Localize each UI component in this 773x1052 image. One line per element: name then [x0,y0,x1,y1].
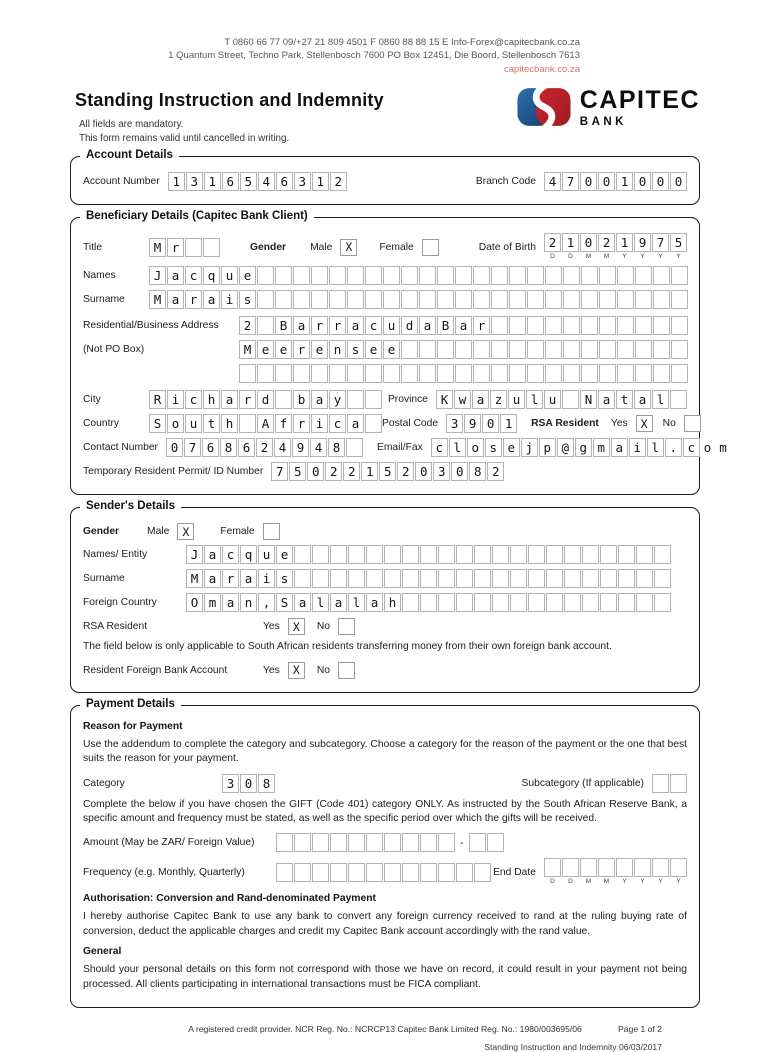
header-address-line: 1 Quantum Street, Techno Park, Stellenbosch 7600 PO Box 12451, Die Boord, Stellenbosch 7613 [168,50,580,62]
sender-rsa-resident-label: RSA Resident [83,621,148,633]
sender-male-checkbox[interactable]: X [177,523,194,540]
beneficiary-dob-boxes[interactable]: 2 1 0 2 1 9 7 5 [544,233,687,252]
beneficiary-names-boxes[interactable]: J a c q u e [149,266,688,285]
reason-for-payment-heading: Reason for Payment [83,720,183,732]
subcategory-boxes[interactable] [652,774,687,793]
sender-names-boxes[interactable]: J a c q u e [186,545,671,564]
beneficiary-details-section [70,210,735,495]
beneficiary-title-label: Title [83,241,103,253]
validity-note: This form remains valid until cancelled in writing. [79,133,290,145]
sender-rsa-no-label: No [316,621,330,633]
beneficiary-female-label: Female [379,241,414,253]
sender-female-checkbox[interactable] [263,523,280,540]
amount-cents-boxes[interactable] [469,833,504,852]
beneficiary-male-checkbox[interactable]: X [340,239,357,256]
beneficiary-surname-label: Surname [83,294,125,306]
sender-surname-label: Surname [83,573,125,585]
sender-names-label: Names/ Entity [83,549,148,561]
sender-details-section [70,500,700,692]
end-date-boxes[interactable] [544,858,687,877]
header-contact-line: T 0860 66 77 09/+27 21 809 4501 F 0860 88 88 15 E Info-Forex@capitecbank.co.za [224,37,580,48]
footer-doc-version: Standing Instruction and Indemnity 06/03/2017 [484,1041,662,1052]
beneficiary-rsa-yes-checkbox[interactable]: X [636,415,653,432]
frequency-label: Frequency (e.g. Monthly, Quarterly) [83,866,245,878]
beneficiary-dob-label: Date of Birth [478,241,536,253]
page-title: Standing Instruction and Indemnity [75,89,384,110]
account-number-boxes[interactable]: 1 3 1 6 5 4 6 3 1 2 [168,172,347,191]
beneficiary-city-boxes[interactable]: R i c h a r d b a y [149,390,382,409]
reason-for-payment-text: Use the addendum to complete the category and subcategory. Choose a category for the reason of the payment or the one that best suits the reason for your payment. [83,738,687,765]
beneficiary-address2-boxes[interactable]: M e e r e n s e e [239,340,688,359]
beneficiary-country-boxes[interactable]: S o u t h A f r i c a [149,414,382,433]
brand-name: CAPITEC [579,85,700,114]
beneficiary-postal-boxes[interactable]: 3 9 0 1 [446,414,517,433]
sender-foreign-country-label: Foreign Country [83,597,157,609]
footer-page-number: Page 1 of 2 [618,1023,662,1034]
beneficiary-permit-boxes[interactable]: 7 5 0 2 2 1 5 2 0 3 0 8 2 [271,462,504,481]
beneficiary-details-legend: Beneficiary Details (Capitec Bank Client) [80,210,314,222]
frequency-boxes[interactable] [276,863,491,882]
category-label: Category [83,777,125,789]
header-website-link[interactable]: capitecbank.co.za [503,63,580,75]
sender-details-legend: Sender's Details [80,500,181,512]
category-boxes[interactable]: 3 0 8 [222,774,275,793]
capitec-logo [517,86,700,128]
beneficiary-province-boxes[interactable]: K w a z u l u N a t a l [436,390,687,409]
account-details-legend: Account Details [80,149,179,161]
sender-rsa-no-checkbox[interactable] [338,618,355,635]
brand-sub: BANK [579,115,627,128]
beneficiary-country-label: Country [83,418,120,430]
footer-registration-text: A registered credit provider. NCR Reg. No.: NCRCP13 Capitec Bank Limited Reg. No.: 1980/003695/06 [188,1023,582,1034]
account-number-label: Account Number [83,176,160,188]
beneficiary-gender-label: Gender [250,241,287,253]
beneficiary-address-label2: (Not PO Box) [83,344,145,356]
gift-instruction-text: Complete the below if you have chosen the GIFT (Code 401) category ONLY. As instructed by the South African Reserve Bank, a specific amount and frequency must be stated, as well as the specific period over which the gifts will be received. [83,798,687,824]
beneficiary-city-label: City [83,394,101,406]
branch-code-boxes[interactable]: 4 7 0 0 1 0 0 0 [544,172,687,191]
mandatory-note: All fields are mandatory. [79,118,184,130]
payment-details-section [70,697,700,1008]
capitec-logo-icon [517,86,571,128]
amount-separator: - [460,836,464,849]
amount-boxes[interactable] [276,833,455,852]
sender-foreign-country-boxes[interactable]: O m a n , S a l a l a h [186,593,671,612]
authorisation-text: I hereby authorise Capitec Bank to use any bank to convert any foreign currency received to rand at the ruling buying rate of conversion, deduct the applicable charges and credit my Capitec Bank account accordingly with the rand value. [83,911,687,937]
beneficiary-rsa-no-checkbox[interactable] [684,415,701,432]
beneficiary-surname-boxes[interactable]: M a r a i s [149,290,688,309]
header-contact-block [0,0,773,76]
sender-male-label: Male [147,526,170,538]
beneficiary-email-overflow: om [703,440,735,456]
end-date-label: End Date [493,866,536,878]
beneficiary-rsa-yes-label: Yes [610,418,628,430]
beneficiary-contact-label: Contact Number [83,442,158,454]
sender-rsa-yes-checkbox[interactable]: X [288,618,305,635]
sender-foreign-yes-checkbox[interactable]: X [288,662,305,679]
beneficiary-female-checkbox[interactable] [422,239,439,256]
sender-rsa-yes-label: Yes [263,621,280,633]
sender-note: The field below is only applicable to South African residents transferring money from their own foreign bank account. [83,641,612,653]
sender-foreign-yes-label: Yes [263,664,280,676]
beneficiary-title-boxes[interactable]: M r [149,238,220,257]
footer [70,1024,700,1052]
beneficiary-postal-label: Postal Code [382,418,439,430]
beneficiary-address-label: Residential/Business Address [83,320,219,332]
beneficiary-rsa-resident-label: RSA Resident [531,418,599,430]
beneficiary-names-label: Names [83,270,116,282]
beneficiary-dob-units: D D M M Y Y Y Y [550,253,681,261]
branch-code-label: Branch Code [475,176,536,188]
sender-foreign-no-checkbox[interactable] [338,662,355,679]
general-text: Should your personal details on this form not correspond with those we have on record, it could result in your payment not being processed. All clients participating in international transactions must be FICA compliant. [83,964,687,990]
sender-female-label: Female [220,526,255,538]
beneficiary-address1-boxes[interactable]: 2 B a r r a c u d a B a r [239,316,688,335]
beneficiary-permit-label: Temporary Resident Permit/ ID Number [83,466,264,478]
beneficiary-province-label: Province [387,394,428,406]
sender-surname-boxes[interactable]: M a r a i s [186,569,671,588]
end-date-units: D D M M Y Y Y Y [550,878,681,886]
beneficiary-email-boxes[interactable]: c l o s e j p @ g m a i l . c [431,438,700,457]
sender-gender-label: Gender [83,526,120,538]
account-details-section [70,149,700,205]
subcategory-label: Subcategory (If applicable) [521,777,644,789]
sender-foreign-account-label: Resident Foreign Bank Account [83,664,228,676]
amount-label: Amount (May be ZAR/ Foreign Value) [83,837,255,849]
sender-foreign-no-label: No [316,664,330,676]
beneficiary-address3-boxes[interactable] [239,364,688,383]
beneficiary-rsa-no-label: No [662,418,676,430]
beneficiary-male-label: Male [310,241,333,253]
authorisation-heading: Authorisation: Conversion and Rand-denominated Payment [83,893,376,905]
beneficiary-email-label: Email/Fax [376,442,423,454]
payment-details-legend: Payment Details [80,698,181,710]
beneficiary-contact-boxes[interactable]: 0 7 6 8 6 2 4 9 4 8 [166,438,363,457]
general-heading: General [83,946,122,958]
